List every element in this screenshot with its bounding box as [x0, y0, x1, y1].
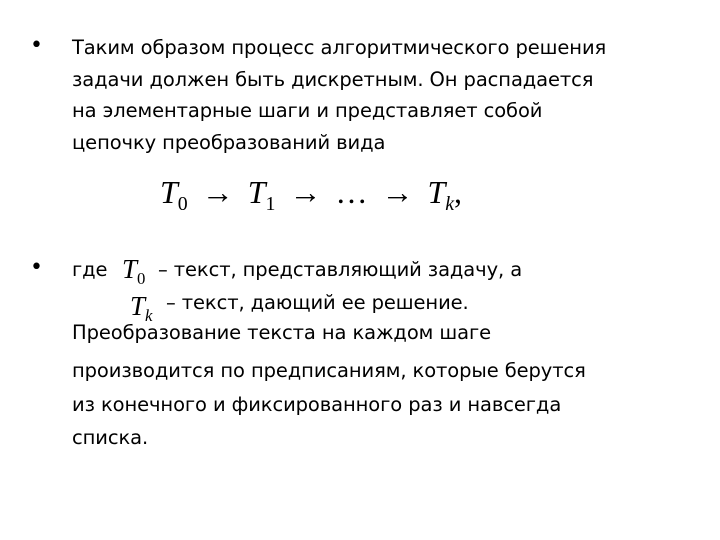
paragraph-line: из конечного и фиксированного раз и навсегда	[72, 393, 562, 416]
paragraph-line: цепочку преобразований вида	[72, 131, 386, 154]
transformation-chain-formula	[160, 172, 462, 224]
formula-tk: $T_k$,	[427, 174, 463, 215]
paragraph-line: на элементарные шаги и представляет собой	[72, 99, 543, 122]
inline-t0: $T_0$	[122, 254, 146, 288]
bullet-marker: •	[30, 255, 43, 280]
paragraph-line: где	[72, 258, 108, 281]
formula-ellipsis: …	[335, 174, 368, 210]
paragraph-line: задачи должен быть дискретным. Он распадается	[72, 68, 594, 91]
inline-tk: $T_k$	[130, 291, 153, 325]
paragraph-line: – текст, дающий ее решение.	[166, 291, 469, 314]
formula-arrow: →	[381, 174, 414, 210]
formula-t1: $T_1$	[247, 174, 276, 215]
paragraph-line: производится по предписаниям, которые берутся	[72, 359, 586, 382]
formula-arrow: →	[289, 174, 322, 210]
paragraph-line: Преобразование текста на каждом шаге	[72, 321, 491, 344]
bullet-marker: •	[30, 33, 43, 58]
paragraph-line: Таким образом процесс алгоритмического решения	[72, 36, 607, 59]
formula-t0: $T_0$	[160, 174, 188, 215]
paragraph-line: списка.	[72, 426, 149, 449]
formula-arrow: →	[201, 174, 234, 210]
paragraph-line: – текст, представляющий задачу, а	[158, 258, 523, 281]
